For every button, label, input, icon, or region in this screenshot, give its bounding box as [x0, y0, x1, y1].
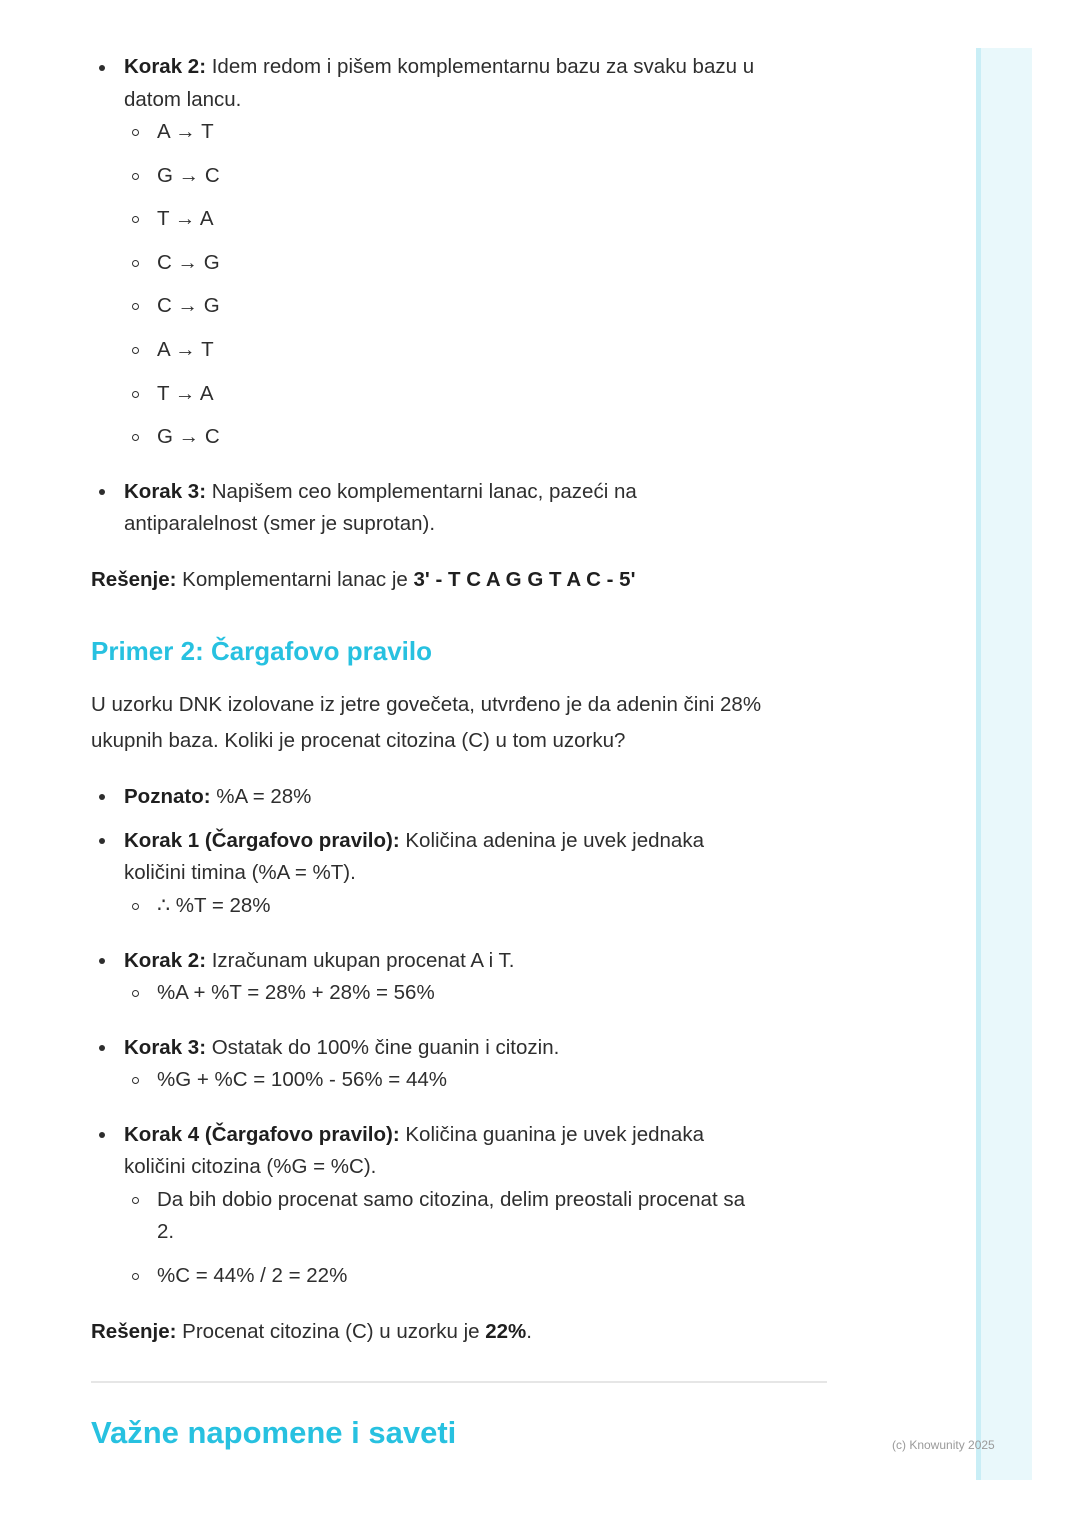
- sub-bullet-icon: [132, 303, 139, 310]
- notes-heading: Važne napomene i saveti: [91, 1415, 457, 1450]
- bullet-icon: [99, 838, 105, 844]
- solution2-label: Rešenje:: [91, 1320, 177, 1343]
- solution2-end: .: [526, 1320, 532, 1343]
- step3-line2: antiparalelnost (smer je suprotan).: [124, 512, 436, 535]
- step2-line2: datom lancu.: [124, 88, 242, 111]
- k4-text: Količina guanina je uvek jednaka: [399, 1123, 704, 1146]
- k1-sub: ∴ %T = 28%: [157, 894, 271, 917]
- step2-label: Korak 2:: [124, 55, 207, 78]
- step3-label: Korak 3:: [124, 480, 207, 503]
- sub-bullet-icon: [132, 129, 139, 136]
- known-line: [124, 785, 311, 809]
- k3-line: [124, 1036, 559, 1060]
- solution1-line: [91, 568, 635, 592]
- k4-sub1-line1: Da bih dobio procenat samo citozina, delim preostali procenat sa: [157, 1188, 745, 1211]
- k1-text: Količina adenina je uvek jednaka: [399, 829, 704, 852]
- k1-line2: količini timina (%A = %T).: [124, 861, 356, 884]
- base-pair-item: C → G: [157, 294, 220, 317]
- sub-bullet-icon: [132, 216, 139, 223]
- sub-bullet-icon: [132, 173, 139, 180]
- sub-bullet-icon: [132, 1197, 139, 1204]
- k3-sub: %G + %C = 100% - 56% = 44%: [157, 1068, 448, 1091]
- k4-line1: [124, 1123, 704, 1147]
- sub-bullet-icon: [132, 903, 139, 910]
- base-pair-item: G → C: [157, 164, 220, 187]
- step3-line1: [124, 480, 637, 504]
- base-pair-item: T → A: [157, 207, 214, 230]
- bullet-icon: [99, 65, 105, 71]
- base-pair-item: G → C: [157, 425, 220, 448]
- bullet-icon: [99, 794, 105, 800]
- k4-sub1-line2: 2.: [157, 1220, 175, 1243]
- k4-label: Korak 4 (Čargafovo pravilo):: [124, 1123, 400, 1146]
- right-sidebar: [976, 48, 1032, 1480]
- k2-sub: %A + %T = 28% + 28% = 56%: [157, 981, 435, 1004]
- base-pair-item: A → T: [157, 338, 214, 361]
- base-pair-item: A → T: [157, 120, 214, 143]
- solution1-label: Rešenje:: [91, 568, 177, 591]
- bullet-icon: [99, 958, 105, 964]
- k2-text: Izračunam ukupan procenat A i T.: [206, 949, 515, 972]
- k1-line1: [124, 829, 704, 853]
- sub-bullet-icon: [132, 990, 139, 997]
- solution2-value: 22%: [485, 1320, 527, 1343]
- solution2-line: [91, 1320, 532, 1344]
- k4-line2: količini citozina (%G = %C).: [124, 1155, 377, 1178]
- section-divider: [91, 1381, 827, 1383]
- known-text: %A = 28%: [210, 785, 312, 808]
- step2-line1: [124, 55, 754, 79]
- copyright-text: (c) Knowunity 2025: [892, 1438, 995, 1452]
- step2-text: Idem redom i pišem komplementarnu bazu za svaku bazu u: [206, 55, 755, 78]
- sub-bullet-icon: [132, 1077, 139, 1084]
- sub-bullet-icon: [132, 391, 139, 398]
- k1-label: Korak 1 (Čargafovo pravilo):: [124, 829, 400, 852]
- right-sidebar-edge: [976, 48, 981, 1480]
- known-label: Poznato:: [124, 785, 211, 808]
- bullet-icon: [99, 1045, 105, 1051]
- k2-label: Korak 2:: [124, 949, 207, 972]
- step3-text: Napišem ceo komplementarni lanac, pazeći na: [206, 480, 637, 503]
- solution1-answer: 3' - T C A G G T A C - 5': [413, 568, 636, 591]
- example2-intro-line1: U uzorku DNK izolovane iz jetre govečeta, utvrđeno je da adenin čini 28%: [91, 693, 762, 716]
- k3-label: Korak 3:: [124, 1036, 207, 1059]
- solution1-text: Komplementarni lanac je: [176, 568, 414, 591]
- solution2-text: Procenat citozina (C) u uzorku je: [176, 1320, 486, 1343]
- sub-bullet-icon: [132, 1273, 139, 1280]
- k4-sub2: %C = 44% / 2 = 22%: [157, 1264, 348, 1287]
- sub-bullet-icon: [132, 434, 139, 441]
- base-pair-item: T → A: [157, 382, 214, 405]
- example2-heading: Primer 2: Čargafovo pravilo: [91, 636, 432, 666]
- k3-text: Ostatak do 100% čine guanin i citozin.: [206, 1036, 560, 1059]
- k2-line: [124, 949, 514, 973]
- sub-bullet-icon: [132, 347, 139, 354]
- base-pair-item: C → G: [157, 251, 220, 274]
- bullet-icon: [99, 1132, 105, 1138]
- sub-bullet-icon: [132, 260, 139, 267]
- example2-intro-line2: ukupnih baza. Koliki je procenat citozina (C) u tom uzorku?: [91, 729, 626, 752]
- bullet-icon: [99, 489, 105, 495]
